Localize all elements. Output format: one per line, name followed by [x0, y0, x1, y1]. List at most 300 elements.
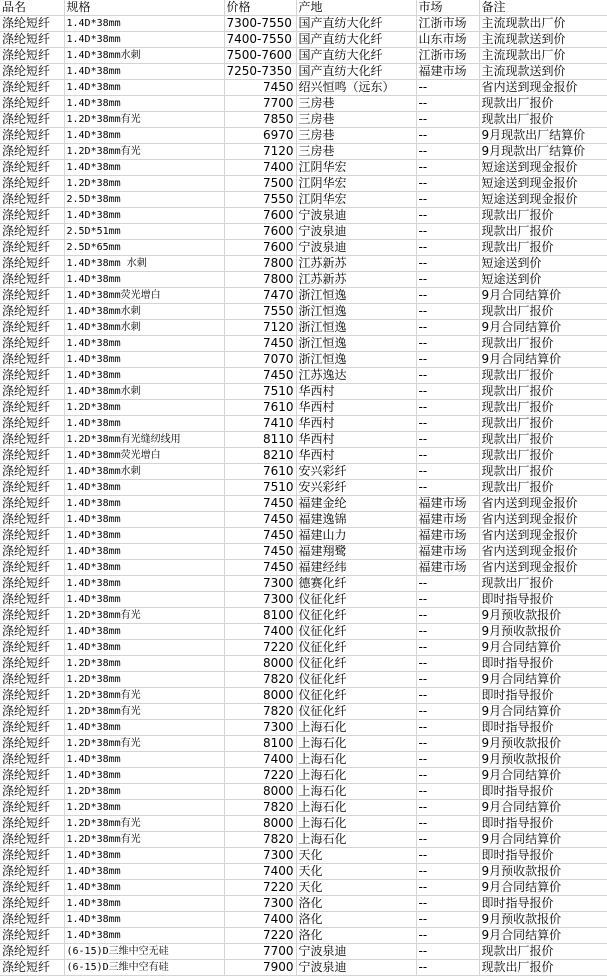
header-row — [0, 0, 607, 16]
market-cell: -- — [416, 256, 479, 272]
price-cell: 7400 — [224, 752, 296, 768]
table-body — [0, 16, 607, 976]
price-cell: 7400 — [224, 624, 296, 640]
price-cell: 7850 — [224, 112, 296, 128]
spec-cell: 1.4D*38mm水刺 — [64, 320, 224, 336]
product-name-cell: 涤纶短纤 — [0, 320, 64, 336]
origin-cell: 福建经纬 — [296, 560, 416, 576]
price-cell: 7220 — [224, 640, 296, 656]
remark-cell: 9月合同结算价 — [479, 320, 607, 336]
table-row — [0, 832, 607, 848]
market-cell: -- — [416, 656, 479, 672]
market-cell: -- — [416, 640, 479, 656]
origin-cell: 华西村 — [296, 448, 416, 464]
price-cell: 7300 — [224, 720, 296, 736]
market-cell: -- — [416, 576, 479, 592]
remark-cell: 即时指导报价 — [479, 720, 607, 736]
remark-cell: 短途送到现金报价 — [479, 160, 607, 176]
spec-cell: 1.4D*38mm — [64, 96, 224, 112]
price-cell: 7450 — [224, 512, 296, 528]
product-name-cell: 涤纶短纤 — [0, 352, 64, 368]
price-cell: 7120 — [224, 144, 296, 160]
market-cell: -- — [416, 432, 479, 448]
header-price: 价格 — [224, 0, 296, 16]
remark-cell: 9月合同结算价 — [479, 768, 607, 784]
market-cell: -- — [416, 480, 479, 496]
product-name-cell: 涤纶短纤 — [0, 704, 64, 720]
remark-cell: 省内送到现金报价 — [479, 496, 607, 512]
market-cell: -- — [416, 768, 479, 784]
origin-cell: 天化 — [296, 880, 416, 896]
price-cell: 7820 — [224, 832, 296, 848]
spec-cell: 1.2D*38mm — [64, 656, 224, 672]
spec-cell: 1.4D*38mm — [64, 160, 224, 176]
origin-cell: 德赛化纤 — [296, 576, 416, 592]
table-row — [0, 704, 607, 720]
table-row — [0, 592, 607, 608]
product-name-cell: 涤纶短纤 — [0, 336, 64, 352]
product-name-cell: 涤纶短纤 — [0, 160, 64, 176]
product-name-cell: 涤纶短纤 — [0, 672, 64, 688]
table-row — [0, 224, 607, 240]
remark-cell: 主流现款送到价 — [479, 32, 607, 48]
remark-cell: 现款出厂报价 — [479, 112, 607, 128]
price-cell: 7450 — [224, 80, 296, 96]
market-cell: -- — [416, 192, 479, 208]
table-row — [0, 32, 607, 48]
table-row — [0, 480, 607, 496]
origin-cell: 三房巷 — [296, 144, 416, 160]
header-spec: 规格 — [64, 0, 224, 16]
price-cell: 7700 — [224, 96, 296, 112]
spec-cell: (6-15)D三维中空有硅 — [64, 960, 224, 976]
price-cell: 7610 — [224, 464, 296, 480]
spec-cell: (6-15)D三维中空无硅 — [64, 944, 224, 960]
price-cell: 7820 — [224, 704, 296, 720]
table-row — [0, 608, 607, 624]
market-cell: -- — [416, 848, 479, 864]
price-cell: 7410 — [224, 416, 296, 432]
table-row — [0, 640, 607, 656]
remark-cell: 现款出厂报价 — [479, 224, 607, 240]
price-cell: 7470 — [224, 288, 296, 304]
origin-cell: 三房巷 — [296, 112, 416, 128]
spec-cell: 1.4D*38mm — [64, 640, 224, 656]
header-market: 市场 — [416, 0, 479, 16]
market-cell: -- — [416, 816, 479, 832]
price-cell: 7700 — [224, 944, 296, 960]
price-cell: 7400 — [224, 160, 296, 176]
table-row — [0, 160, 607, 176]
price-cell: 7800 — [224, 272, 296, 288]
price-cell: 7300-7550 — [224, 16, 296, 32]
remark-cell: 9月预收款报价 — [479, 624, 607, 640]
market-cell: -- — [416, 448, 479, 464]
remark-cell: 现款出厂报价 — [479, 336, 607, 352]
spec-cell: 1.2D*38mm — [64, 784, 224, 800]
spec-cell: 1.4D*38mm — [64, 544, 224, 560]
market-cell: 山东市场 — [416, 32, 479, 48]
spec-cell: 1.4D*38mm — [64, 528, 224, 544]
price-cell: 7900 — [224, 960, 296, 976]
table-row — [0, 368, 607, 384]
spec-cell: 1.2D*38mm有光 — [64, 704, 224, 720]
remark-cell: 9月预收款报价 — [479, 864, 607, 880]
market-cell: 福建市场 — [416, 560, 479, 576]
remark-cell: 省内送到现金报价 — [479, 80, 607, 96]
origin-cell: 华西村 — [296, 432, 416, 448]
origin-cell: 安兴彩纤 — [296, 480, 416, 496]
origin-cell: 上海石化 — [296, 768, 416, 784]
product-name-cell: 涤纶短纤 — [0, 128, 64, 144]
remark-cell: 现款出厂报价 — [479, 400, 607, 416]
market-cell: -- — [416, 688, 479, 704]
spec-cell: 2.5D*38mm — [64, 192, 224, 208]
price-cell: 6970 — [224, 128, 296, 144]
remark-cell: 9月合同结算价 — [479, 672, 607, 688]
table-row — [0, 800, 607, 816]
origin-cell: 天化 — [296, 864, 416, 880]
origin-cell: 宁波泉迪 — [296, 944, 416, 960]
origin-cell: 上海石化 — [296, 752, 416, 768]
market-cell: -- — [416, 832, 479, 848]
product-name-cell: 涤纶短纤 — [0, 176, 64, 192]
table-row — [0, 528, 607, 544]
market-cell: -- — [416, 912, 479, 928]
spec-cell: 1.4D*38mm — [64, 752, 224, 768]
spec-cell: 2.5D*65mm — [64, 240, 224, 256]
origin-cell: 浙江恒逸 — [296, 288, 416, 304]
table-row — [0, 288, 607, 304]
product-name-cell: 涤纶短纤 — [0, 304, 64, 320]
market-cell: -- — [416, 672, 479, 688]
table-row — [0, 816, 607, 832]
origin-cell: 仪征化纤 — [296, 608, 416, 624]
origin-cell: 仪征化纤 — [296, 624, 416, 640]
spec-cell: 1.4D*38mm — [64, 560, 224, 576]
table-row — [0, 512, 607, 528]
remark-cell: 短途送到价 — [479, 256, 607, 272]
market-cell: -- — [416, 736, 479, 752]
price-cell: 8110 — [224, 432, 296, 448]
product-name-cell: 涤纶短纤 — [0, 48, 64, 64]
spec-cell: 1.4D*38mm — [64, 272, 224, 288]
origin-cell: 华西村 — [296, 416, 416, 432]
market-cell: -- — [416, 320, 479, 336]
product-name-cell: 涤纶短纤 — [0, 832, 64, 848]
spec-cell: 1.2D*38mm — [64, 400, 224, 416]
product-name-cell: 涤纶短纤 — [0, 912, 64, 928]
remark-cell: 短途送到现金报价 — [479, 176, 607, 192]
market-cell: -- — [416, 960, 479, 976]
market-cell: 福建市场 — [416, 496, 479, 512]
product-name-cell: 涤纶短纤 — [0, 256, 64, 272]
market-cell: -- — [416, 944, 479, 960]
table-row — [0, 448, 607, 464]
table-row — [0, 144, 607, 160]
spec-cell: 1.2D*38mm有光 — [64, 608, 224, 624]
price-cell: 7820 — [224, 672, 296, 688]
price-cell: 7220 — [224, 928, 296, 944]
origin-cell: 洛化 — [296, 912, 416, 928]
product-name-cell: 涤纶短纤 — [0, 720, 64, 736]
remark-cell: 9月合同结算价 — [479, 640, 607, 656]
product-name-cell: 涤纶短纤 — [0, 736, 64, 752]
table-row — [0, 240, 607, 256]
remark-cell: 即时指导报价 — [479, 656, 607, 672]
market-cell: -- — [416, 224, 479, 240]
product-name-cell: 涤纶短纤 — [0, 80, 64, 96]
table-row — [0, 688, 607, 704]
market-cell: -- — [416, 592, 479, 608]
remark-cell: 现款出厂报价 — [479, 240, 607, 256]
remark-cell: 现款出厂报价 — [479, 944, 607, 960]
product-name-cell: 涤纶短纤 — [0, 64, 64, 80]
market-cell: -- — [416, 144, 479, 160]
market-cell: -- — [416, 896, 479, 912]
table-row — [0, 576, 607, 592]
table-row — [0, 672, 607, 688]
spec-cell: 1.4D*38mm — [64, 496, 224, 512]
spec-cell: 1.4D*38mm — [64, 768, 224, 784]
origin-cell: 仪征化纤 — [296, 656, 416, 672]
remark-cell: 现款出厂报价 — [479, 448, 607, 464]
origin-cell: 上海石化 — [296, 720, 416, 736]
product-name-cell: 涤纶短纤 — [0, 112, 64, 128]
origin-cell: 洛化 — [296, 928, 416, 944]
header-remark: 备注 — [479, 0, 607, 16]
spec-cell: 1.4D*38mm水刺 — [64, 384, 224, 400]
product-name-cell: 涤纶短纤 — [0, 448, 64, 464]
price-cell: 7600 — [224, 240, 296, 256]
price-cell: 7800 — [224, 256, 296, 272]
price-cell: 7400 — [224, 912, 296, 928]
price-cell: 7450 — [224, 528, 296, 544]
origin-cell: 宁波泉迪 — [296, 240, 416, 256]
product-name-cell: 涤纶短纤 — [0, 368, 64, 384]
table-row — [0, 624, 607, 640]
origin-cell: 仪征化纤 — [296, 592, 416, 608]
spec-cell: 1.4D*38mm — [64, 896, 224, 912]
price-cell: 7250-7350 — [224, 64, 296, 80]
price-cell: 7400 — [224, 864, 296, 880]
product-name-cell: 涤纶短纤 — [0, 144, 64, 160]
spec-cell: 1.2D*38mm — [64, 176, 224, 192]
spec-cell: 1.2D*38mm有光 — [64, 736, 224, 752]
product-name-cell: 涤纶短纤 — [0, 688, 64, 704]
product-name-cell: 涤纶短纤 — [0, 544, 64, 560]
remark-cell: 现款出厂报价 — [479, 480, 607, 496]
remark-cell: 9月预收款报价 — [479, 608, 607, 624]
price-cell: 7300 — [224, 576, 296, 592]
product-name-cell: 涤纶短纤 — [0, 896, 64, 912]
remark-cell: 即时指导报价 — [479, 816, 607, 832]
remark-cell: 现款出厂报价 — [479, 960, 607, 976]
product-name-cell: 涤纶短纤 — [0, 752, 64, 768]
table-row — [0, 912, 607, 928]
remark-cell: 9月合同结算价 — [479, 704, 607, 720]
product-name-cell: 涤纶短纤 — [0, 944, 64, 960]
table-row — [0, 496, 607, 512]
origin-cell: 上海石化 — [296, 784, 416, 800]
origin-cell: 洛化 — [296, 896, 416, 912]
spec-cell: 1.4D*38mm — [64, 32, 224, 48]
spec-cell: 1.4D*38mm — [64, 208, 224, 224]
price-cell: 8000 — [224, 656, 296, 672]
market-cell: 福建市场 — [416, 64, 479, 80]
product-name-cell: 涤纶短纤 — [0, 208, 64, 224]
remark-cell: 主流现款出厂价 — [479, 16, 607, 32]
origin-cell: 三房巷 — [296, 96, 416, 112]
origin-cell: 上海石化 — [296, 816, 416, 832]
table-row — [0, 128, 607, 144]
origin-cell: 上海石化 — [296, 832, 416, 848]
market-cell: -- — [416, 416, 479, 432]
table-row — [0, 544, 607, 560]
remark-cell: 现款出厂报价 — [479, 576, 607, 592]
market-cell: -- — [416, 784, 479, 800]
product-name-cell: 涤纶短纤 — [0, 960, 64, 976]
origin-cell: 华西村 — [296, 384, 416, 400]
remark-cell: 9月预收款报价 — [479, 736, 607, 752]
market-cell: -- — [416, 304, 479, 320]
product-name-cell: 涤纶短纤 — [0, 496, 64, 512]
spec-cell: 1.4D*38mm — [64, 128, 224, 144]
origin-cell: 福建翔鹭 — [296, 544, 416, 560]
table-row — [0, 416, 607, 432]
market-cell: -- — [416, 880, 479, 896]
header-product-name: 品名 — [0, 0, 64, 16]
remark-cell: 现款出厂报价 — [479, 368, 607, 384]
product-name-cell: 涤纶短纤 — [0, 640, 64, 656]
market-cell: 江浙市场 — [416, 48, 479, 64]
remark-cell: 现款出厂报价 — [479, 208, 607, 224]
spec-cell: 1.4D*38mm — [64, 352, 224, 368]
price-cell: 7450 — [224, 560, 296, 576]
table-row — [0, 208, 607, 224]
market-cell: -- — [416, 720, 479, 736]
price-cell: 7300 — [224, 896, 296, 912]
spec-cell: 1.2D*38mm有光 — [64, 832, 224, 848]
product-name-cell: 涤纶短纤 — [0, 768, 64, 784]
remark-cell: 主流现款出厂价 — [479, 48, 607, 64]
remark-cell: 省内送到现金报价 — [479, 560, 607, 576]
price-cell: 7550 — [224, 192, 296, 208]
remark-cell: 9月合同结算价 — [479, 288, 607, 304]
origin-cell: 国产直纺大化纤 — [296, 48, 416, 64]
product-name-cell: 涤纶短纤 — [0, 816, 64, 832]
product-name-cell: 涤纶短纤 — [0, 384, 64, 400]
spec-cell: 1.4D*38mm — [64, 880, 224, 896]
market-cell: -- — [416, 272, 479, 288]
market-cell: -- — [416, 96, 479, 112]
remark-cell: 9月合同结算价 — [479, 800, 607, 816]
origin-cell: 天化 — [296, 848, 416, 864]
spec-cell: 1.4D*38mm — [64, 16, 224, 32]
price-cell: 7510 — [224, 480, 296, 496]
origin-cell: 华西村 — [296, 400, 416, 416]
origin-cell: 仪征化纤 — [296, 672, 416, 688]
table-row — [0, 848, 607, 864]
spec-cell: 1.2D*38mm — [64, 800, 224, 816]
table-row — [0, 864, 607, 880]
table-row — [0, 896, 607, 912]
product-name-cell: 涤纶短纤 — [0, 928, 64, 944]
product-name-cell: 涤纶短纤 — [0, 608, 64, 624]
spec-cell: 2.5D*51mm — [64, 224, 224, 240]
table-row — [0, 560, 607, 576]
price-cell: 7610 — [224, 400, 296, 416]
product-name-cell: 涤纶短纤 — [0, 864, 64, 880]
spec-cell: 1.4D*38mm荧光增白 — [64, 448, 224, 464]
origin-cell: 浙江恒逸 — [296, 352, 416, 368]
spec-cell: 1.4D*38mm — [64, 368, 224, 384]
market-cell: -- — [416, 112, 479, 128]
origin-cell: 三房巷 — [296, 128, 416, 144]
spec-cell: 1.4D*38mm — [64, 912, 224, 928]
origin-cell: 浙江恒逸 — [296, 304, 416, 320]
price-cell: 8000 — [224, 784, 296, 800]
spec-cell: 1.2D*38mm — [64, 672, 224, 688]
price-cell: 7450 — [224, 336, 296, 352]
product-name-cell: 涤纶短纤 — [0, 32, 64, 48]
product-name-cell: 涤纶短纤 — [0, 880, 64, 896]
table-row — [0, 752, 607, 768]
origin-cell: 宁波泉迪 — [296, 208, 416, 224]
spec-cell: 1.4D*38mm — [64, 592, 224, 608]
remark-cell: 省内送到现金报价 — [479, 528, 607, 544]
table-row — [0, 384, 607, 400]
remark-cell: 短途送到现金报价 — [479, 192, 607, 208]
origin-cell: 仪征化纤 — [296, 640, 416, 656]
product-name-cell: 涤纶短纤 — [0, 272, 64, 288]
price-cell: 7220 — [224, 768, 296, 784]
price-cell: 7070 — [224, 352, 296, 368]
remark-cell: 现款出厂报价 — [479, 416, 607, 432]
spec-cell: 1.4D*38mm — [64, 624, 224, 640]
spec-cell: 1.4D*38mm — [64, 848, 224, 864]
product-name-cell: 涤纶短纤 — [0, 16, 64, 32]
origin-cell: 绍兴恒鸣（远东） — [296, 80, 416, 96]
table-row — [0, 944, 607, 960]
product-name-cell: 涤纶短纤 — [0, 656, 64, 672]
origin-cell: 国产直纺大化纤 — [296, 16, 416, 32]
remark-cell: 即时指导报价 — [479, 688, 607, 704]
remark-cell: 现款出厂报价 — [479, 384, 607, 400]
spec-cell: 1.4D*38mm水刺 — [64, 464, 224, 480]
product-name-cell: 涤纶短纤 — [0, 624, 64, 640]
product-name-cell: 涤纶短纤 — [0, 560, 64, 576]
market-cell: 福建市场 — [416, 512, 479, 528]
remark-cell: 即时指导报价 — [479, 784, 607, 800]
price-cell: 8100 — [224, 736, 296, 752]
spec-cell: 1.4D*38mm — [64, 576, 224, 592]
spec-cell: 1.2D*38mm有光缝纫线用 — [64, 432, 224, 448]
table-row — [0, 64, 607, 80]
price-cell: 8100 — [224, 608, 296, 624]
market-cell: -- — [416, 624, 479, 640]
price-cell: 8210 — [224, 448, 296, 464]
table-row — [0, 720, 607, 736]
market-cell: -- — [416, 608, 479, 624]
table-row — [0, 656, 607, 672]
table-row — [0, 272, 607, 288]
origin-cell: 上海石化 — [296, 736, 416, 752]
origin-cell: 国产直纺大化纤 — [296, 32, 416, 48]
market-cell: -- — [416, 864, 479, 880]
product-name-cell: 涤纶短纤 — [0, 96, 64, 112]
product-name-cell: 涤纶短纤 — [0, 784, 64, 800]
